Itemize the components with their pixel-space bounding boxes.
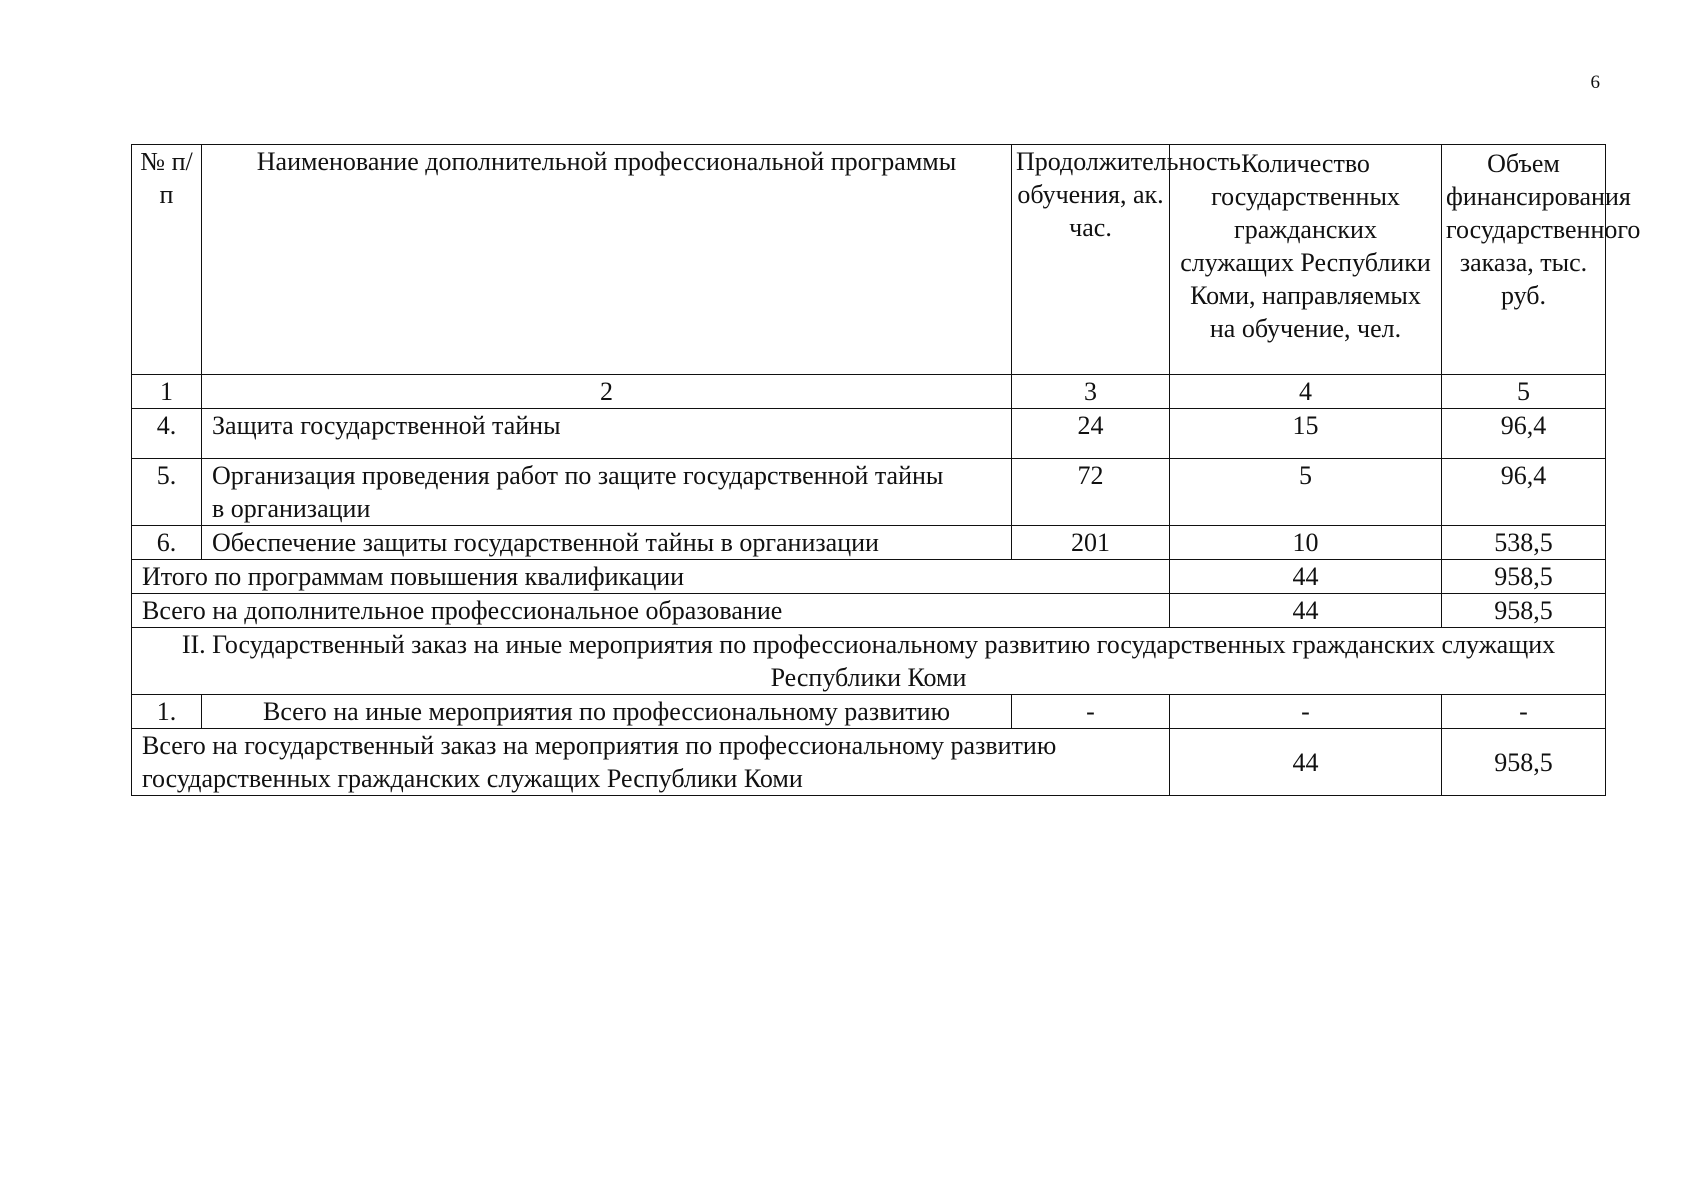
program-table [131,144,1641,796]
row-number: 4. [132,409,202,459]
row-number: 5. [132,459,202,526]
subtotal-label: Итого по программам повышения квалификации [132,560,1170,594]
program-people: 5 [1170,459,1442,526]
program-volume: 96,4 [1442,459,1606,526]
program-name: Обеспечение защиты государственной тайны в организации [202,526,1012,560]
column-number: 4 [1170,375,1442,409]
column-numbers-row [132,375,1606,409]
grand-total-row [132,729,1606,796]
program-name: Всего на иные мероприятия по профессиональному развитию [202,695,1012,729]
table-row [132,459,1606,526]
subtotal-row [132,560,1606,594]
section-heading-row [132,628,1606,695]
program-volume: 538,5 [1442,526,1606,560]
total-dpo-volume: 958,5 [1442,594,1606,628]
total-dpo-row [132,594,1606,628]
header-program-name: Наименование дополнительной профессиональной программы [202,145,1012,375]
column-number: 2 [202,375,1012,409]
program-name: Организация проведения работ по защите государственной тайны в организации [202,459,1012,526]
table-row [132,695,1606,729]
column-number: 3 [1012,375,1170,409]
header-people-count: Количество государственных гражданских служащих Республики Коми, направляемых на обучение, чел. [1170,145,1442,375]
program-people: - [1170,695,1442,729]
program-people: 15 [1170,409,1442,459]
program-hours: 201 [1012,526,1170,560]
header-number: № п/п [132,145,202,375]
grand-total-people: 44 [1170,729,1442,796]
program-hours: 24 [1012,409,1170,459]
program-hours: 72 [1012,459,1170,526]
column-number: 1 [132,375,202,409]
column-number: 5 [1442,375,1606,409]
row-number: 6. [132,526,202,560]
table-row [132,409,1606,459]
grand-total-volume: 958,5 [1442,729,1606,796]
total-dpo-people: 44 [1170,594,1442,628]
table-row [132,526,1606,560]
subtotal-volume: 958,5 [1442,560,1606,594]
page-number: 6 [1590,72,1600,93]
row-number: 1. [132,695,202,729]
program-name: Защита государственной тайны [202,409,1012,459]
subtotal-people: 44 [1170,560,1442,594]
program-volume: - [1442,695,1606,729]
program-volume: 96,4 [1442,409,1606,459]
header-financing-volume: Объем финансирования государственного заказа, тыс. руб. [1442,145,1606,375]
grand-total-label: Всего на государственный заказ на мероприятия по профессиональному развитию государственных гражданских служащих Республики Коми [132,729,1170,796]
program-hours: - [1012,695,1170,729]
section-heading: II. Государственный заказ на иные мероприятия по профессиональному развитию государственных гражданских служащих Республики Коми [132,628,1606,695]
header-duration: Продолжительность обучения, ак. час. [1012,145,1170,375]
table-header-row [132,145,1606,375]
total-dpo-label: Всего на дополнительное профессиональное образование [132,594,1170,628]
program-people: 10 [1170,526,1442,560]
